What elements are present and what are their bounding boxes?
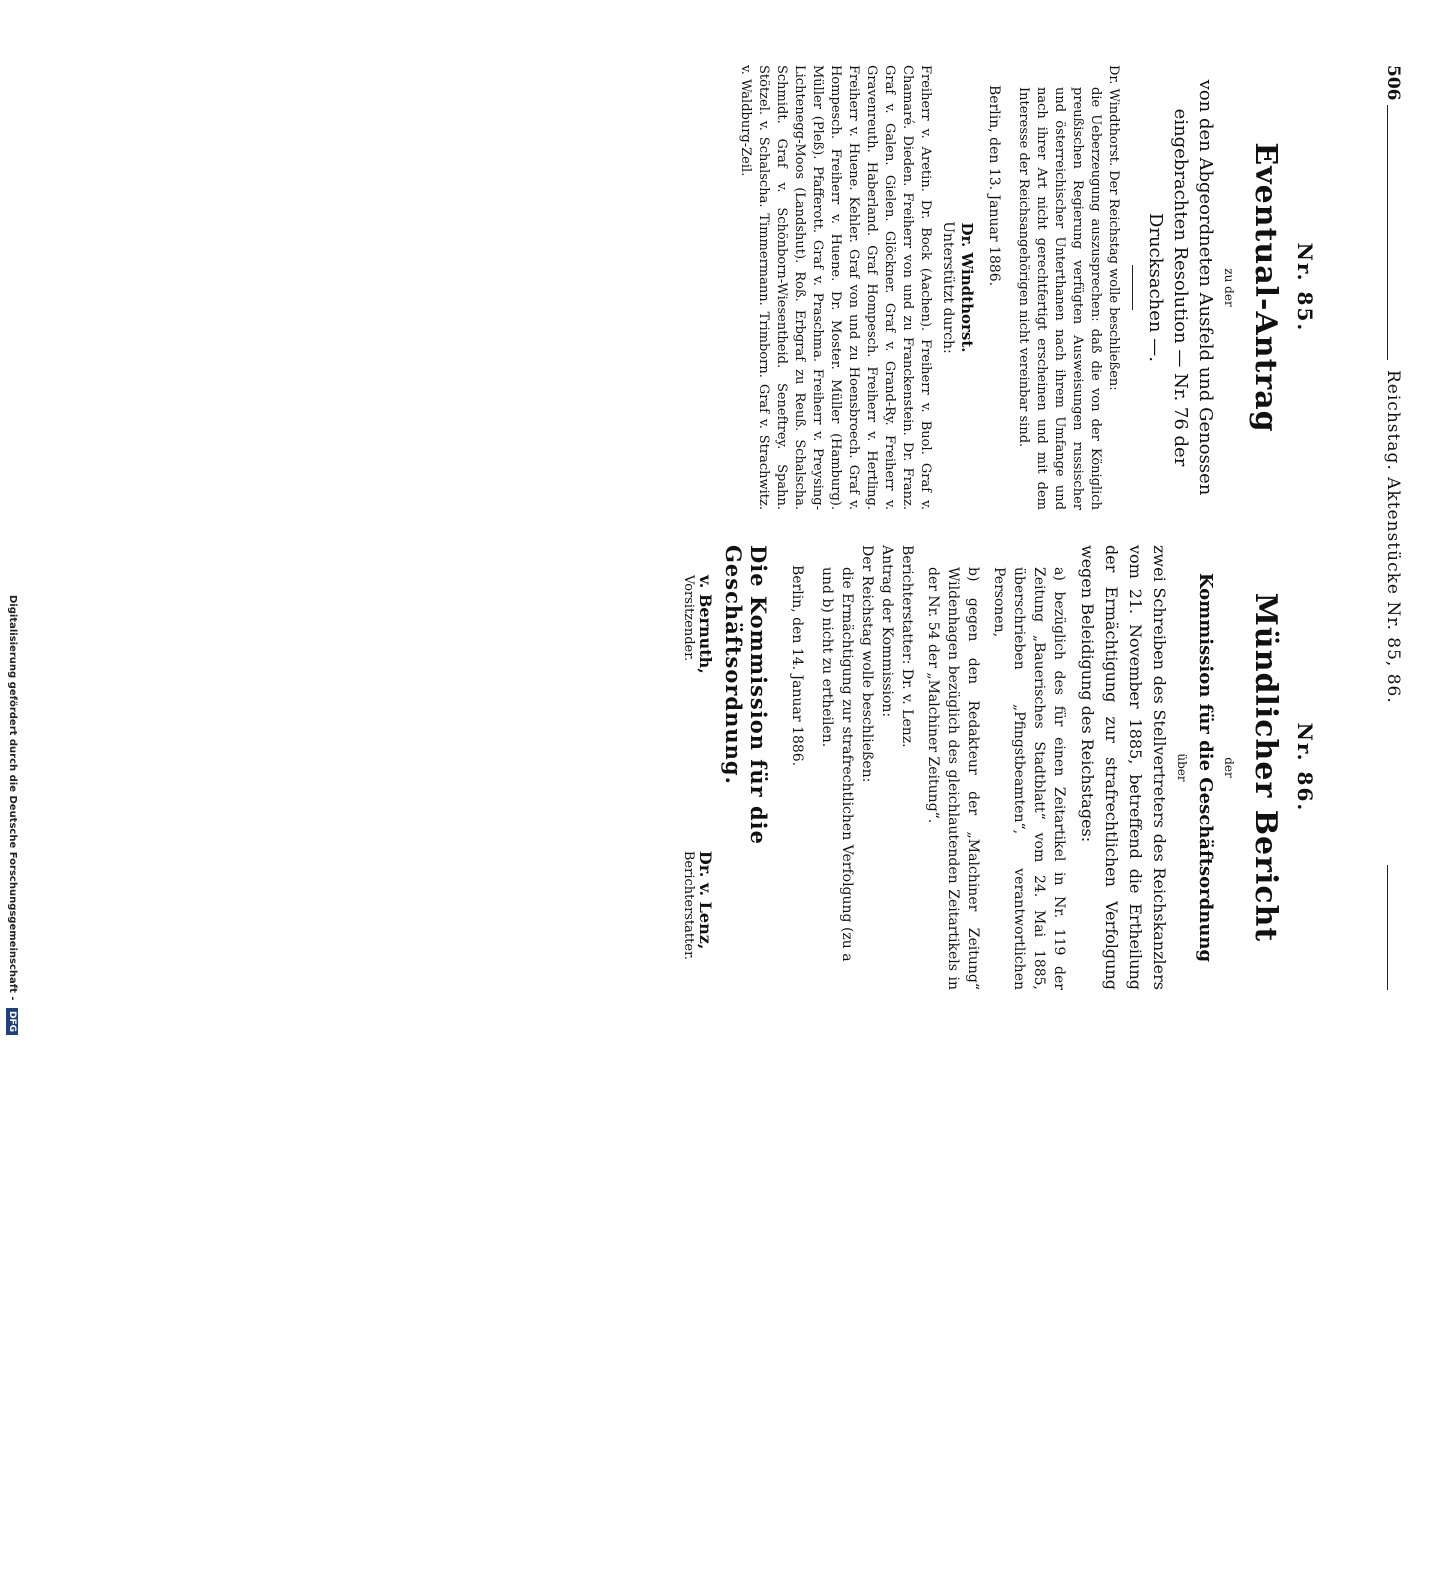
document-number: Nr. 85. bbox=[1293, 242, 1317, 333]
rapporteur-role: Berichterstatter. bbox=[681, 850, 696, 960]
divider bbox=[1132, 265, 1133, 310]
dfg-logo-icon: DFG bbox=[6, 1008, 18, 1035]
motion-intro: Der Reichstag wolle beschließen: bbox=[859, 545, 875, 783]
motion-text: die Ermächtigung zur strafrechtlichen Verfolgung (zu a und b) nicht zu ertheilen. bbox=[819, 567, 855, 962]
zu-der: zu der bbox=[1222, 268, 1236, 307]
report-subject: zwei Schreiben des Stellvertreters des Reichskanzlers vom 21. November 1885, betreffend die Ertheilung der Ermächtigung zur strafrechtlichen Verfolgung wegen Beleidigung des Reichstages: bbox=[1078, 545, 1169, 990]
document-86 bbox=[681, 545, 1365, 990]
item-b: b) gegen den Redakteur der „Malchiner Zeitung“ Wildenhagen bezüglich des gleichlautenden Zeitartikels in der Nr. 54 der „Malchiner Zeitung“. bbox=[925, 567, 981, 990]
document-85 bbox=[736, 65, 1365, 510]
document-subject: von den Abgeordneten Ausfeld und Genossen eingebrachten Resolution — Nr. 76 der Drucksachen —. bbox=[1145, 79, 1216, 496]
rapporteur-name: Dr. v. Lenz, bbox=[696, 850, 715, 950]
digitization-footer bbox=[0, 595, 18, 1595]
date-line: Berlin, den 14. Januar 1886. bbox=[789, 565, 805, 767]
head-rule-left bbox=[1387, 105, 1388, 360]
page-number: 506 bbox=[1383, 65, 1403, 101]
rapporteur-signature bbox=[681, 851, 715, 960]
item-a: a) bezüglich des für einen Zeitartikel in Nr. 119 der Zeitung „Bauerisches Stadtblatt“ vom 24. Mai 1885, überschrieben „Pfingstbeamten“, verantwortlichen Personen, bbox=[991, 567, 1067, 990]
footer-text: Digitalisierung gefördert durch die Deutsche Forschungsgemeinschaft - bbox=[7, 595, 18, 1001]
signature: Dr. Windthorst. bbox=[958, 222, 976, 353]
reporter-line: Berichterstatter: Dr. v. Lenz. bbox=[899, 545, 915, 748]
date-line: Berlin, den 13. Januar 1886. bbox=[986, 85, 1002, 287]
motion-body bbox=[1014, 65, 1122, 510]
chair-name: v. Bernuth, bbox=[696, 575, 715, 674]
chair-signature bbox=[681, 575, 715, 674]
der: der bbox=[1222, 757, 1236, 778]
chair-role: Vorsitzender. bbox=[681, 575, 696, 662]
ueber: über bbox=[1175, 753, 1189, 782]
motion-label: Antrag der Kommission: bbox=[879, 545, 895, 718]
running-title: Reichstag. Aktenstücke Nr. 85, 86. bbox=[1383, 370, 1403, 704]
head-rule-right bbox=[1387, 865, 1388, 990]
running-head bbox=[1379, 65, 1405, 985]
commission-footer: Die Kommission für die Geschäftsordnung. bbox=[721, 545, 771, 845]
supported-by: Unterstützt durch: bbox=[940, 221, 956, 354]
signature-row bbox=[681, 575, 715, 960]
document-number: Nr. 86. bbox=[1293, 722, 1317, 813]
supporters-list: Freiherr v. Aretin. Dr. Bock (Aachen). Freiherr v. Buol. Graf v. Chamaré. Dieden. Freiherr von und zu Franckenstein. Dr. Franz. Graf v. Galen. Gielen. Glöckner. Graf v. Grand-Ry. Freiherr v. Gravenreuth. Haberland. Graf Hompesch. Freiherr v. Hertling. Freiherr v. Huene. Kehler. Graf von und zu Hoensbroech. Graf v. Hompesch. Freiherr v. Huene. Dr. Moster. Müller (Hamburg). Müller (Pleß). Pfafferott. Graf v. Praschma. Freiherr v. Preysing-Lichtenegg-Moos (Landshut). Roß. Erbgraf zu Reuß. Schalscha. Schmidt. Graf v. Schönborn-Wiesentheid. Seneftrey. Spahn. Stötzel. v. Schalscha. Timmermann. Trimborn. Graf v. Strachwitz. v. Waldburg-Zeil. bbox=[738, 65, 933, 510]
document-heading: Mündlicher Bericht bbox=[1248, 592, 1283, 943]
document-heading: Eventual-Antrag bbox=[1248, 142, 1283, 433]
resolution-text: die Ueberzeugung auszusprechen: daß die von der Königlich preußischen Regierung verfügten Ausweisungen russischer und österreichischer Unterthanen nach ihrem Umfange und nach ihrer Art nicht gerechtfertigt erscheinen und mit dem Interesse der Reichsangehörigen nicht vereinbar sind. bbox=[1016, 87, 1103, 510]
mover-intro: Dr. Windthorst. Der Reichstag wolle beschließen: bbox=[1106, 65, 1121, 391]
rotated-page-content bbox=[405, 65, 1405, 1005]
commission-name: Kommission für die Geschäftsordnung bbox=[1195, 572, 1216, 963]
